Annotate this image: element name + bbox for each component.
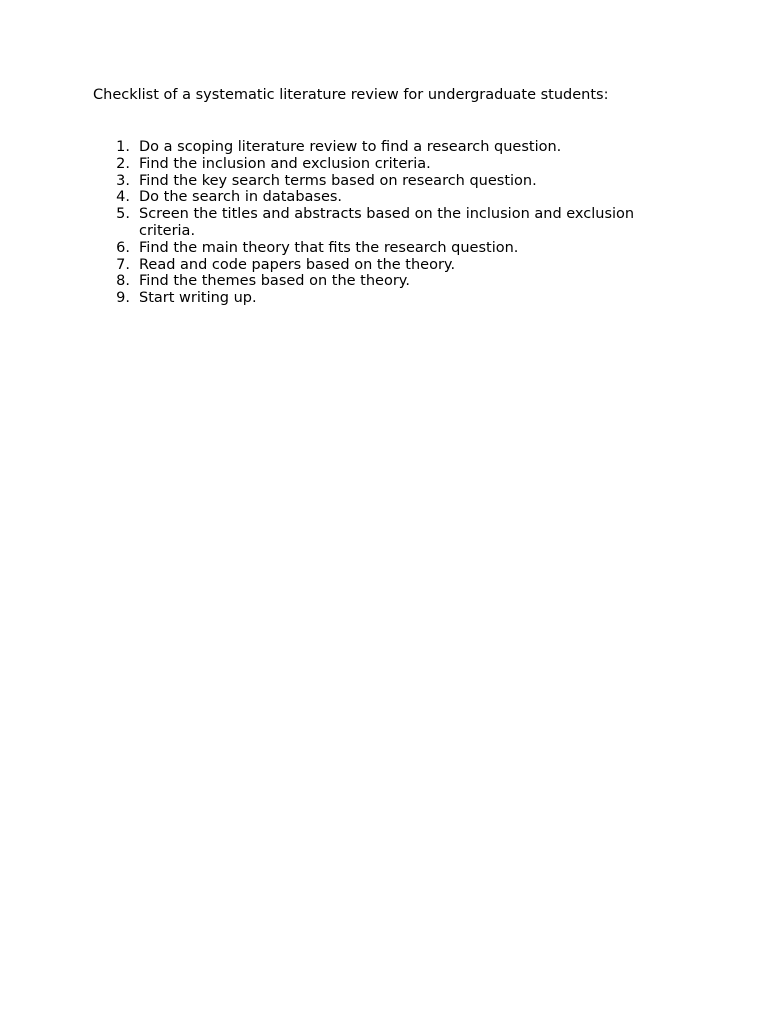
checklist: [108, 139, 648, 307]
list-item-text: Read and code papers based on the theory.: [139, 256, 456, 273]
list-item: [108, 273, 648, 290]
list-item-text: Do the search in databases.: [139, 189, 343, 206]
list-item-text: Start writing up.: [139, 290, 257, 307]
list-item: [108, 156, 648, 173]
list-item: [108, 240, 648, 257]
list-item-text: Find the main theory that fits the research question.: [139, 239, 519, 256]
list-item-number: 8.: [116, 273, 130, 290]
list-item: [108, 173, 648, 190]
list-item: [108, 206, 648, 240]
list-item-text: Screen the titles and abstracts based on the inclusion and exclusion criteria.: [139, 206, 635, 239]
list-item-number: 3.: [116, 172, 130, 189]
list-item-number: 1.: [116, 139, 130, 155]
list-item-number: 2.: [116, 155, 130, 172]
list-item: [108, 139, 648, 156]
list-item-number: 7.: [116, 256, 130, 273]
list-item-number: 9.: [116, 290, 130, 307]
list-item-text: Do a scoping literature review to find a research question.: [139, 139, 562, 155]
list-item-text: Find the inclusion and exclusion criteria.: [139, 155, 431, 172]
list-item: [108, 189, 648, 206]
list-item-text: Find the themes based on the theory.: [139, 273, 410, 290]
document-heading: Checklist of a systematic literature review for undergraduate students:: [93, 87, 609, 103]
list-item: [108, 290, 648, 307]
list-item-number: 5.: [116, 206, 130, 223]
list-item-text: Find the key search terms based on research question.: [139, 172, 537, 189]
list-item-number: 4.: [116, 189, 130, 206]
list-item: [108, 257, 648, 274]
list-item-number: 6.: [116, 239, 130, 256]
